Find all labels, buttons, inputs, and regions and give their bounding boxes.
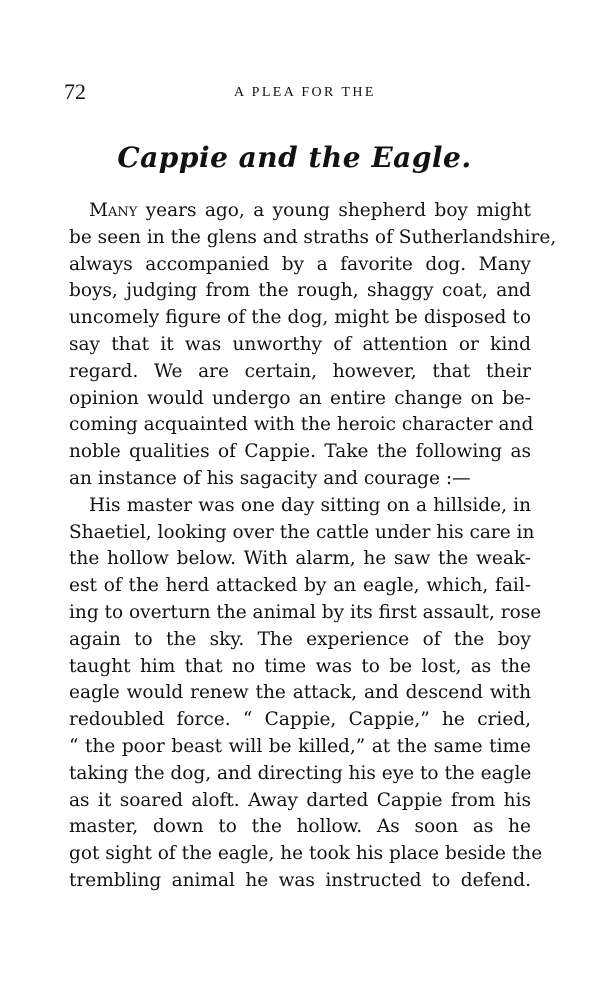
text-line: again to the sky. The experience of the boy <box>69 628 531 650</box>
text-line: always accompanied by a favorite dog. Many <box>69 253 531 275</box>
text-line: Shaetiel, looking over the cattle under his care in <box>69 521 535 543</box>
paragraph-1 <box>69 198 557 493</box>
text-line: opinion would undergo an entire change on be- <box>69 387 531 409</box>
text-line: as it soared aloft. Away darted Cappie from his <box>69 789 531 811</box>
text-line: His master was one day sitting on a hillside, in <box>89 494 531 516</box>
text-line: taking the dog, and directing his eye to the eagle <box>69 762 532 784</box>
text-line: trembling animal he was instructed to defend. <box>69 869 531 891</box>
text-line: the hollow below. With alarm, he saw the weak- <box>69 548 531 570</box>
text-line: coming acquainted with the heroic character and <box>69 414 534 436</box>
text-line: “ the poor beast will be killed,” at the same time <box>69 735 531 757</box>
text-line: taught him that no time was to be lost, as the <box>69 655 531 677</box>
text-line: ing to overturn the animal by its first assault, rose <box>69 601 542 623</box>
text-line: redoubled force. “ Cappie, Cappie,” he cried, <box>69 709 531 731</box>
text-line: boys, judging from the rough, shaggy coat, and <box>69 280 531 302</box>
body-text <box>69 198 557 895</box>
text-line: got sight of the eagle, he took his place beside the <box>69 843 543 865</box>
running-title: A PLEA FOR THE <box>234 85 376 100</box>
text-line: eagle would renew the attack, and descend with <box>69 682 531 704</box>
text-line: say that it was unworthy of attention or kind <box>69 333 531 355</box>
text-line: be seen in the glens and straths of Sutherlandshire, <box>69 226 557 248</box>
lead-word: Many <box>89 200 138 221</box>
text-line: an instance of his sagacity and courage :— <box>69 467 471 489</box>
running-head <box>64 80 534 104</box>
text-line: noble qualities of Cappie. Take the following as <box>69 441 531 463</box>
chapter-title: Cappie and the Eagle. <box>117 141 472 174</box>
text-line: regard. We are certain, however, that their <box>69 360 531 382</box>
text-line: master, down to the hollow. As soon as he <box>69 816 531 838</box>
text-line <box>69 198 531 225</box>
paragraph-2 <box>69 493 543 895</box>
text-line-content: years ago, a young shepherd boy might <box>137 200 531 221</box>
page-number: 72 <box>64 79 86 104</box>
text-line: est of the herd attacked by an eagle, which, fail- <box>69 575 531 597</box>
text-line: uncomely figure of the dog, might be disposed to <box>69 307 531 329</box>
